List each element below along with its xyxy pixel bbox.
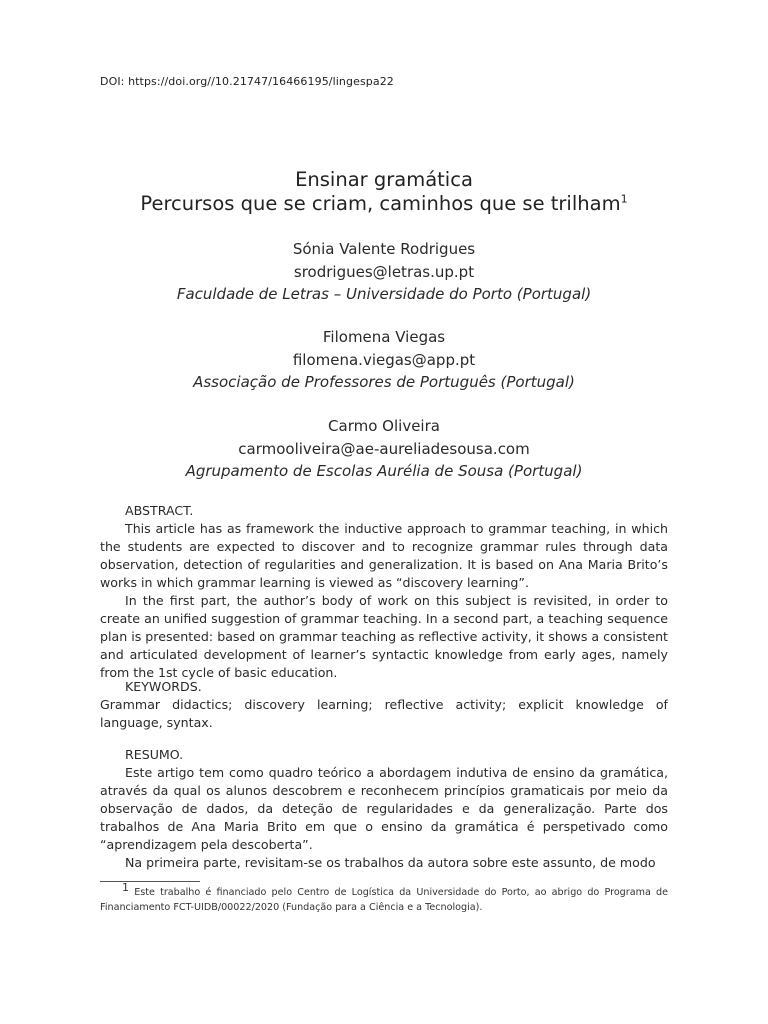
resumo-paragraph-2: Na primeira parte, revisitam-se os trabalhos da autora sobre este assunto, de modo xyxy=(125,855,656,870)
author-email[interactable]: filomena.viegas@app.pt xyxy=(292,350,476,369)
keywords-section xyxy=(100,678,668,732)
doi-line[interactable]: DOI: https://doi.org//10.21747/16466195/lingespa22 xyxy=(100,75,394,88)
footnote-text: Este trabalho é financiado pelo Centro de Logística da Universidade do Porto, ao abrigo do Programa de Financiamento FCT-UIDB/00022/2020 (Fundação para a Ciência e a Tecnologia). xyxy=(100,887,668,913)
author-affiliation: Associação de Professores de Português (Portugal) xyxy=(193,373,575,391)
article-title xyxy=(0,168,768,216)
author-affiliation: Faculdade de Letras – Universidade do Porto (Portugal) xyxy=(176,285,592,303)
footnote-marker: 1 xyxy=(122,880,129,894)
author-1 xyxy=(0,238,768,306)
keywords-heading: KEYWORDS. xyxy=(125,679,202,694)
author-name: Carmo Oliveira xyxy=(328,417,440,435)
author-email[interactable]: srodrigues@letras.up.pt xyxy=(293,262,475,281)
abstract-paragraph-1: This article has as framework the inductive approach to grammar teaching, in which the students are expected to discover and to recognize grammar rules through data observation, detection of regularities and generalization. It is based on Ana Maria Brito’s works in which grammar learning is viewed as “discovery learning”. xyxy=(100,521,668,590)
author-affiliation: Agrupamento de Escolas Aurélia de Sousa (Portugal) xyxy=(185,462,583,480)
title-line-1: Ensinar gramática xyxy=(295,168,473,191)
footnote-divider xyxy=(100,881,200,882)
author-2 xyxy=(0,326,768,394)
resumo-paragraph-1: Este artigo tem como quadro teórico a abordagem indutiva de ensino da gramática, através da qual os alunos descobrem e reconhecem princípios gramaticais por meio da observação de dados, da deteção de regularidades e da generalização. Parte dos trabalhos de Ana Maria Brito em que o ensino da gramática é perspetivado como “aprendizagem pela descoberta”. xyxy=(100,765,668,852)
author-name: Filomena Viegas xyxy=(322,328,446,346)
resumo-heading: RESUMO. xyxy=(125,747,184,762)
abstract-section xyxy=(100,502,668,682)
author-3 xyxy=(0,415,768,483)
keywords-text: Grammar didactics; discovery learning; reflective activity; explicit knowledge of language, syntax. xyxy=(100,697,668,730)
title-footnote-marker[interactable]: 1 xyxy=(620,192,628,206)
author-email[interactable]: carmooliveira@ae-aureliadesousa.com xyxy=(238,439,530,458)
title-line-2 xyxy=(0,192,768,216)
title-line-2-text: Percursos que se criam, caminhos que se trilham xyxy=(140,192,621,215)
abstract-paragraph-2: In the first part, the author’s body of work on this subject is revisited, in order to create an unified suggestion of grammar teaching. In a second part, a teaching sequence plan is presented: based on grammar teaching as reflective activity, it shows a consistent and articulated development of learner’s syntactic knowledge from early ages, namely from the 1st cycle of basic education. xyxy=(100,593,668,680)
resumo-section xyxy=(100,746,668,872)
author-name: Sónia Valente Rodrigues xyxy=(292,240,476,258)
abstract-heading: ABSTRACT. xyxy=(125,503,194,518)
footnote xyxy=(100,880,668,915)
